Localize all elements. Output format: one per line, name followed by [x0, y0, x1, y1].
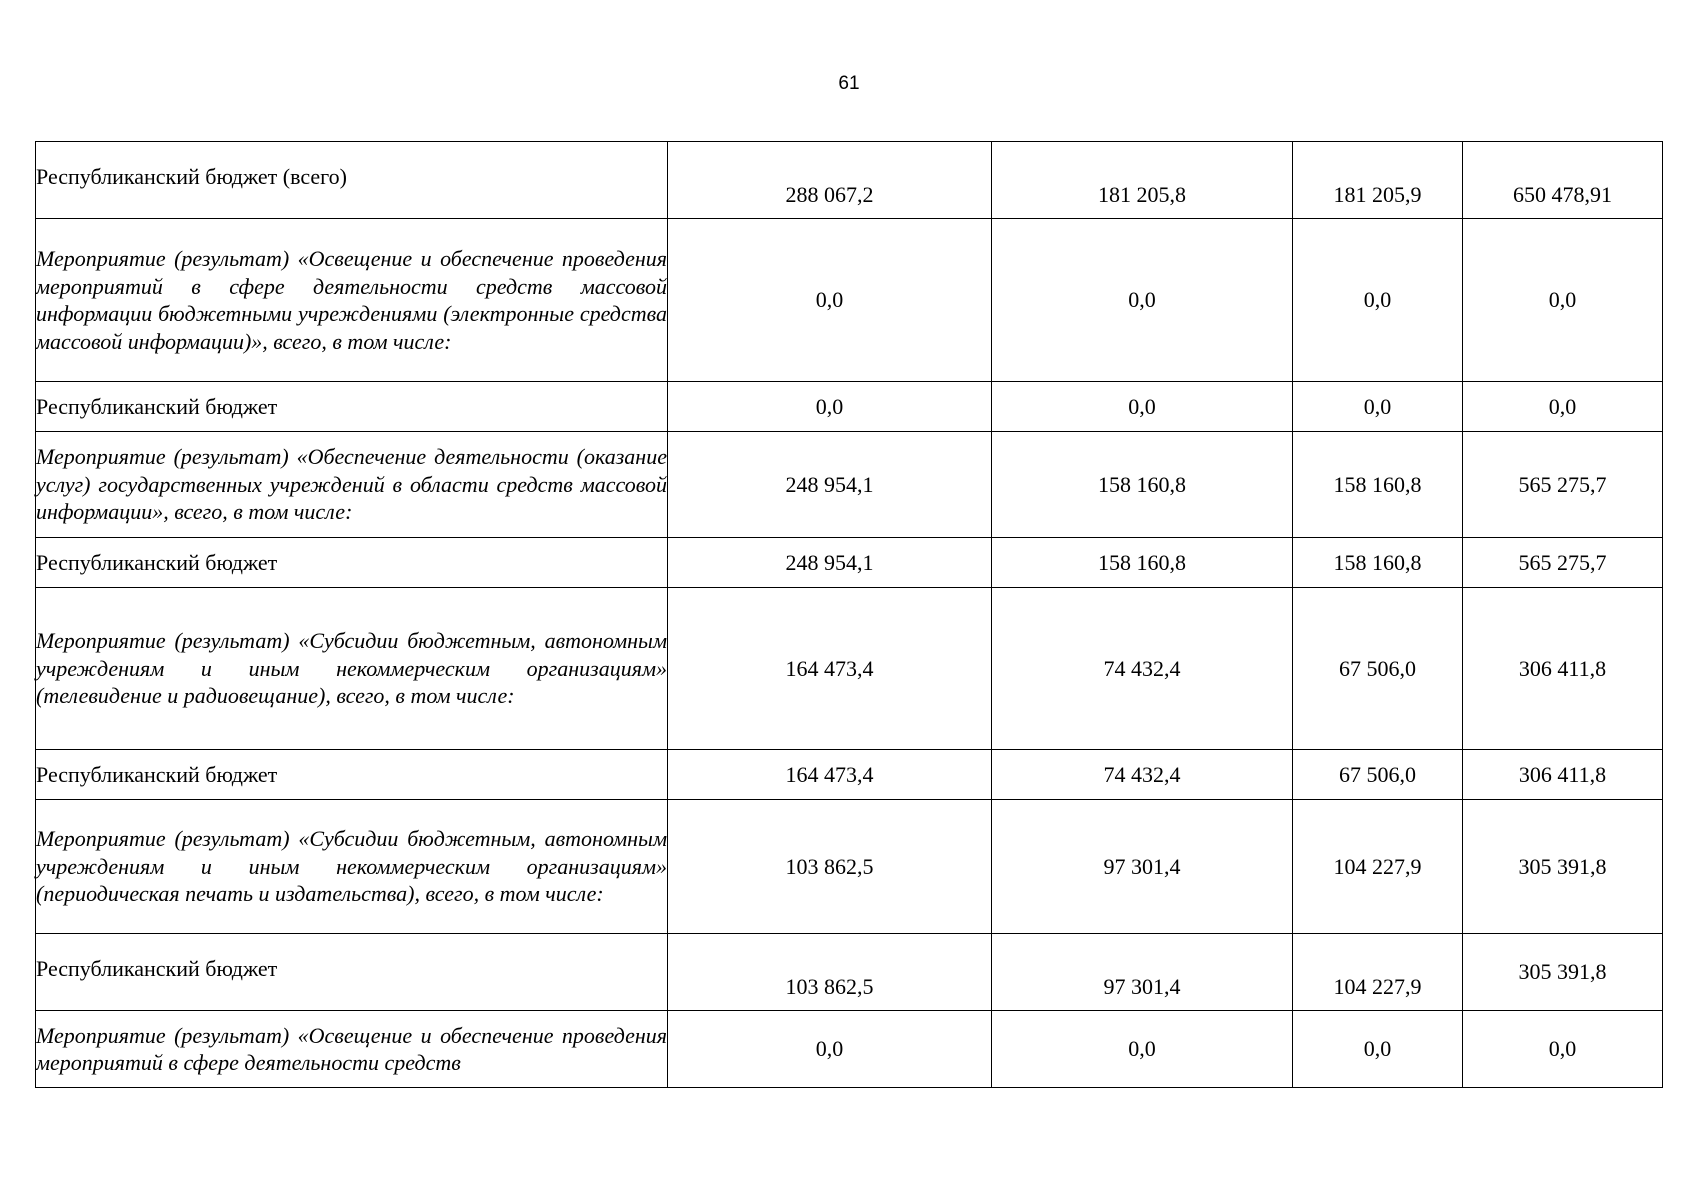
value-cell: 305 391,8: [1463, 800, 1663, 934]
table-row: [36, 588, 1663, 750]
value-cell: 248 954,1: [668, 538, 992, 588]
event-label: Мероприятие (результат) «Освещение и обеспечение проведения мероприятий в сфере деятельности средств: [36, 1011, 668, 1088]
table-row: [36, 750, 1663, 800]
table-row: [36, 1011, 1663, 1088]
value-cell: 565 275,7: [1463, 432, 1663, 538]
value-cell: 67 506,0: [1293, 588, 1463, 750]
value-cell: 104 227,9: [1293, 934, 1463, 1011]
value-cell: 0,0: [668, 382, 992, 432]
value-cell: 104 227,9: [1293, 800, 1463, 934]
value-cell: 0,0: [992, 219, 1293, 382]
value-cell: 181 205,9: [1293, 142, 1463, 219]
value-cell: 288 067,2: [668, 142, 992, 219]
value-cell: 74 432,4: [992, 588, 1293, 750]
value-cell: 0,0: [1463, 219, 1663, 382]
table-row: [36, 432, 1663, 538]
value-cell: 306 411,8: [1463, 588, 1663, 750]
value-cell: 0,0: [1293, 1011, 1463, 1088]
value-cell: 97 301,4: [992, 800, 1293, 934]
value-cell: 181 205,8: [992, 142, 1293, 219]
value-cell: 97 301,4: [992, 934, 1293, 1011]
value-cell: 164 473,4: [668, 750, 992, 800]
value-cell: 103 862,5: [668, 800, 992, 934]
value-cell: 248 954,1: [668, 432, 992, 538]
value-cell: 0,0: [992, 1011, 1293, 1088]
budget-table: [35, 141, 1663, 1088]
value-cell: 0,0: [1293, 219, 1463, 382]
value-cell: 164 473,4: [668, 588, 992, 750]
value-cell: 67 506,0: [1293, 750, 1463, 800]
table-row: [36, 142, 1663, 219]
row-label: Республиканский бюджет: [36, 750, 668, 800]
value-cell: 306 411,8: [1463, 750, 1663, 800]
value-cell: 158 160,8: [1293, 538, 1463, 588]
value-cell: 0,0: [668, 219, 992, 382]
value-cell: 158 160,8: [1293, 432, 1463, 538]
row-label: Республиканский бюджет: [36, 538, 668, 588]
table-row: [36, 219, 1663, 382]
value-cell: 103 862,5: [668, 934, 992, 1011]
table-row: [36, 382, 1663, 432]
event-label: Мероприятие (результат) «Субсидии бюджетным, автономным учреждениям и иным некоммерческим организациям» (периодическая печать и издательства), всего, в том числе:: [36, 800, 668, 934]
event-label: Мероприятие (результат) «Освещение и обеспечение проведения мероприятий в сфере деятельности средств массовой информации бюджетными учреждениями (электронные средства массовой информации)», всего, в том числе:: [36, 219, 668, 382]
value-cell: 565 275,7: [1463, 538, 1663, 588]
value-cell: 0,0: [1293, 382, 1463, 432]
value-cell: 0,0: [668, 1011, 992, 1088]
table-row: [36, 934, 1663, 1011]
value-cell: 0,0: [1463, 382, 1663, 432]
table-row: [36, 538, 1663, 588]
value-cell: 74 432,4: [992, 750, 1293, 800]
value-cell: 305 391,8: [1463, 934, 1663, 1011]
table-row: [36, 800, 1663, 934]
value-cell: 650 478,91: [1463, 142, 1663, 219]
page-number: 61: [838, 73, 860, 94]
event-label: Мероприятие (результат) «Субсидии бюджетным, автономным учреждениям и иным некоммерческим организациям» (телевидение и радиовещание), всего, в том числе:: [36, 588, 668, 750]
event-label: Мероприятие (результат) «Обеспечение деятельности (оказание услуг) государственных учреждений в области средств массовой информации», всего, в том числе:: [36, 432, 668, 538]
row-label: Республиканский бюджет (всего): [36, 142, 668, 219]
row-label: Республиканский бюджет: [36, 382, 668, 432]
value-cell: 158 160,8: [992, 432, 1293, 538]
value-cell: 158 160,8: [992, 538, 1293, 588]
row-label: Республиканский бюджет: [36, 934, 668, 1011]
value-cell: 0,0: [992, 382, 1293, 432]
value-cell: 0,0: [1463, 1011, 1663, 1088]
